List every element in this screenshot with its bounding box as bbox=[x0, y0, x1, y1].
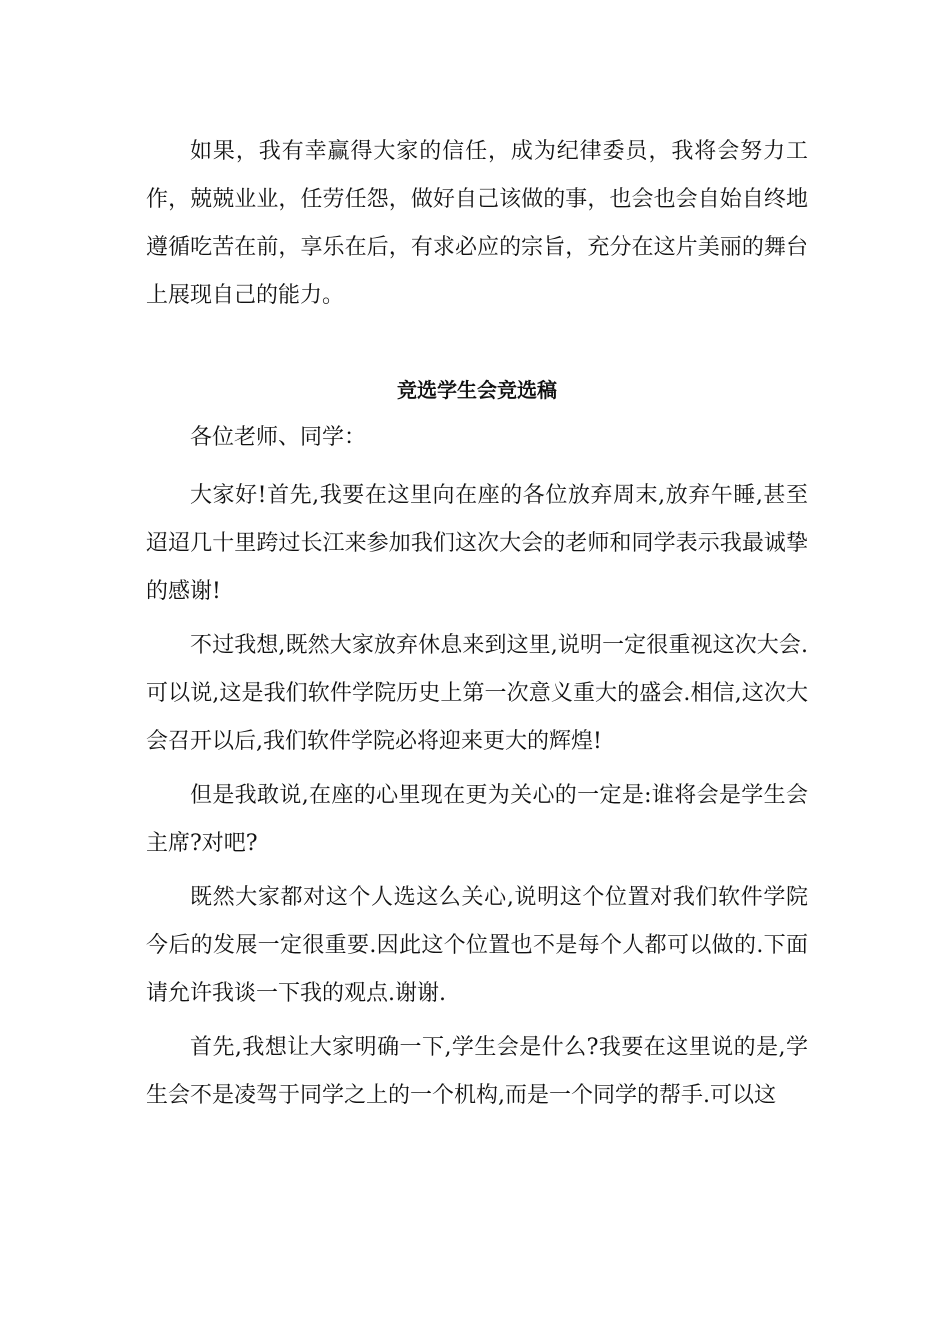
salutation: 各位老师、同学： bbox=[190, 425, 367, 450]
intro-paragraph: 如果，我有幸赢得大家的信任，成为纪律委员，我将会努力工作，兢兢业业，任劳任怨，做好自己该做的事，也会也会自始自终地遵循吃苦在前，享乐在后，有求必应的宗旨，充分在这片美丽的舞台上展现自己的能力。 bbox=[146, 139, 808, 308]
speech-title: 竞选学生会竞选稿 bbox=[397, 378, 557, 402]
speech-paragraph: 大家好!首先,我要在这里向在座的各位放弃周末,放弃午睡,甚至迢迢几十里跨过长江来参加我们这次大会的老师和同学表示我最诚挚的感谢! bbox=[146, 483, 808, 604]
speech-paragraph: 既然大家都对这个人选这么关心,说明这个位置对我们软件学院今后的发展一定很重要.因此这个位置也不是每个人都可以做的.下面请允许我谈一下我的观点.谢谢. bbox=[146, 885, 808, 1006]
speech-paragraph: 但是我敢说,在座的心里现在更为关心的一定是:谁将会是学生会主席?对吧? bbox=[146, 783, 808, 856]
document-body bbox=[146, 128, 808, 1126]
speech-paragraph: 首先,我想让大家明确一下,学生会是什么?我要在这里说的是,学生会不是凌驾于同学之上的一个机构,而是一个同学的帮手.可以这 bbox=[146, 1035, 808, 1108]
speech-paragraph: 不过我想,既然大家放弃休息来到这里,说明一定很重视这次大会.可以说,这是我们软件学院历史上第一次意义重大的盛会.相信,这次大会召开以后,我们软件学院必将迎来更大的辉煌! bbox=[146, 633, 808, 754]
